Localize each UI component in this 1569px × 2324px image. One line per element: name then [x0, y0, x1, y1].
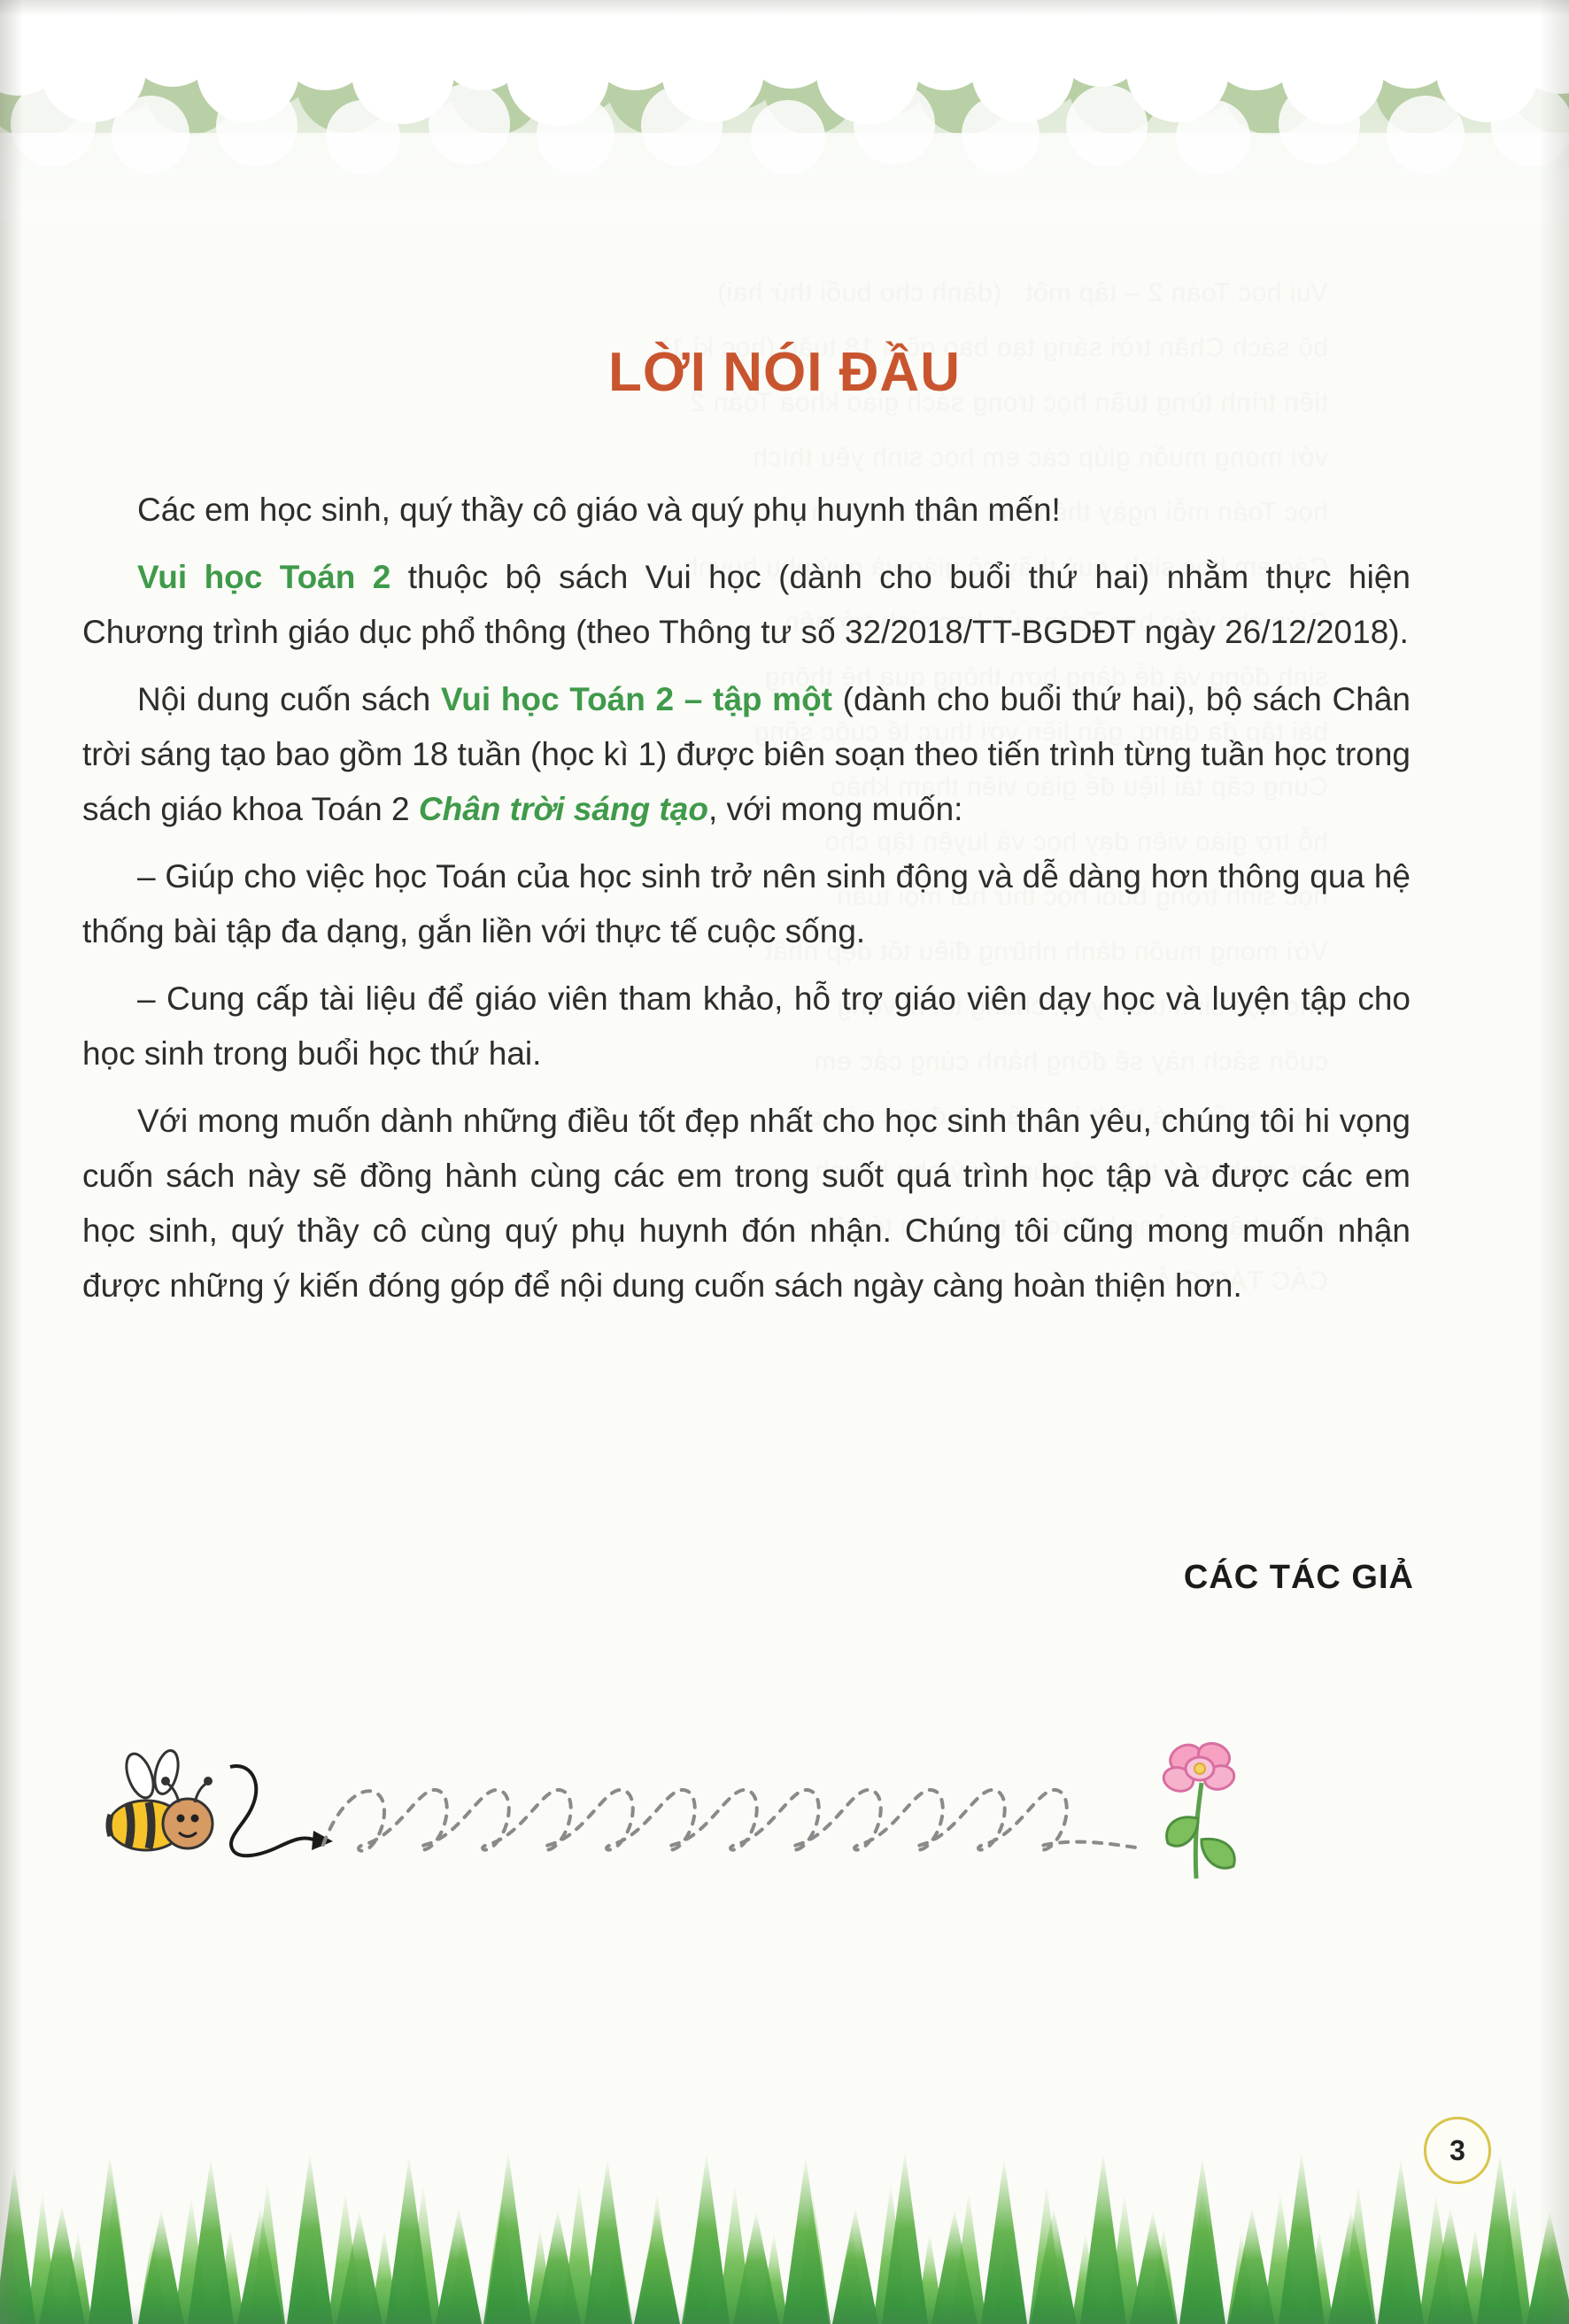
bee-icon: [109, 1748, 213, 1850]
dashed-loop-line: [323, 1790, 1142, 1851]
paragraph-bullet-2: – Cung cấp tài liệu để giáo viên tham khảo, hỗ trợ giáo viên dạy học và luyện tập cho học sinh trong buổi học thứ hai.: [82, 980, 1411, 1072]
book-title-emphasis: Vui học Toán 2: [137, 559, 391, 595]
preface-body: [82, 483, 1411, 1326]
trace-start-stroke: [230, 1766, 313, 1855]
paragraph-intro: Vui học Toán 2 thuộc bộ sách Vui học (dành cho buổi thứ hai) nhằm thực hiện Chương trình giáo dục phổ thông (theo Thông tư số 32/2018/TT-BGDĐT ngày 26/12/2018).: [82, 559, 1411, 650]
page-title: LỜI NÓI ĐẦU: [608, 342, 961, 403]
authors-signature: CÁC TÁC GIẢ: [1183, 1559, 1414, 1596]
paragraph-bullet-1: – Giúp cho việc học Toán của học sinh trở nên sinh động và dễ dàng hơn thông qua hệ thống bài tập đa dạng, gắn liền với thực tế cuộc sống.: [82, 858, 1411, 949]
series-title-emphasis: Chân trời sáng tạo: [418, 791, 708, 827]
flower-icon: [1161, 1739, 1237, 1879]
paragraph-content-desc: Nội dung cuốn sách Vui học Toán 2 – tập một (dành cho buổi thứ hai), bộ sách Chân trời sáng tạo bao gồm 18 tuần (học kì 1) được biên soạn theo tiến trình từng tuần học trong sách giáo khoa Toán 2 Chân trời sáng tạo, với mong muốn:: [82, 681, 1411, 827]
page-number-badge: 3: [1424, 2117, 1491, 2184]
tracing-exercise-decoration: [97, 1731, 1408, 1909]
trace-arrow-head: [312, 1831, 333, 1850]
grass-border-decoration: [0, 2058, 1569, 2324]
volume-title-emphasis: Vui học Toán 2 – tập một: [440, 681, 833, 717]
paragraph-closing: Với mong muốn dành những điều tốt đẹp nhất cho học sinh thân yêu, chúng tôi hi vọng cuốn sách này sẽ đồng hành cùng các em trong suốt quá trình học tập và được các em học sinh, quý thầy cô cùng quý phụ huynh đón nhận. Chúng tôi cũng mong muốn nhận được những ý kiến đóng góp để nội dung cuốn sách ngày càng hoàn thiện hơn.: [82, 1103, 1411, 1304]
paragraph-greeting: Các em học sinh, quý thầy cô giáo và quý phụ huynh thân mến!: [137, 492, 1061, 528]
